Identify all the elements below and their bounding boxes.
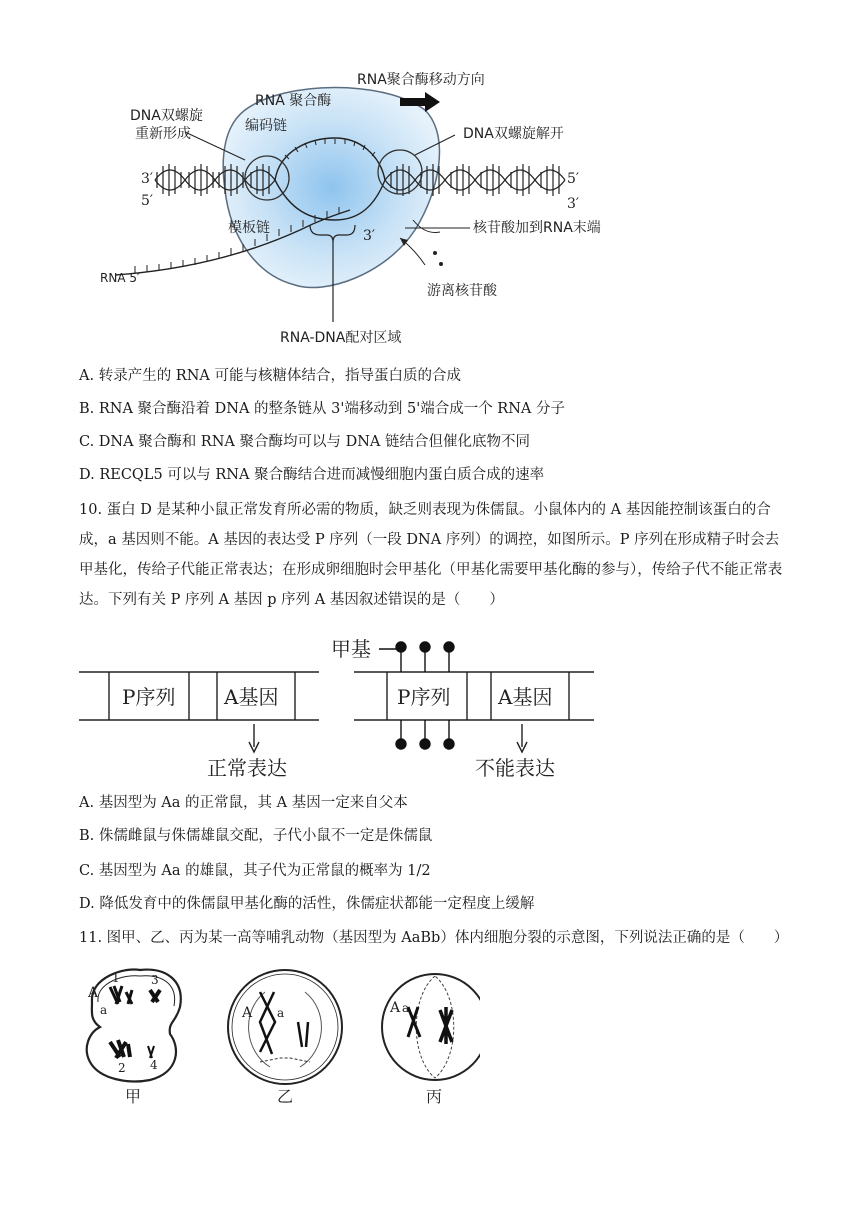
label-add-nt: 核苷酸加到RNA末端 — [473, 220, 601, 236]
jia-mark-1: 1 — [112, 971, 120, 985]
label-hybrid: RNA-DNA配对区域 — [280, 330, 402, 346]
jia-label: 甲 — [125, 1087, 142, 1106]
label-rewind-2: 重新形成 — [135, 126, 191, 142]
normal-expression-label: 正常表达 — [207, 756, 287, 780]
yi-mark-a: a — [277, 1006, 285, 1020]
q9-option-d: D. RECQL5 可以与 RNA 聚合酶结合进而减慢细胞内蛋白质合成的速率 — [79, 467, 545, 483]
jia-mark-a: a — [100, 1003, 108, 1017]
yi-label: 乙 — [277, 1087, 294, 1106]
q9-option-b: B. RNA 聚合酶沿着 DNA 的整条链从 3'端移动到 5'端合成一个 RNA 分子 — [79, 401, 565, 417]
cell-bing — [382, 974, 480, 1106]
cell-division-figure — [80, 962, 480, 1112]
yi-mark-A: A — [242, 1005, 253, 1021]
label-inner-3: 3′ — [363, 228, 376, 244]
jia-mark-3: 3 — [151, 973, 159, 987]
q10-option-c: C. 基因型为 Aa 的雄鼠，其子代为正常鼠的概率为 1/2 — [79, 863, 431, 879]
label-rewind-1: DNA双螺旋 — [130, 108, 203, 124]
jia-mark-4: 4 — [150, 1058, 158, 1072]
q11-stem: 11. 图甲、乙、丙为某一高等哺乳动物（基因型为 AaBb）体内细胞分裂的示意图，下列说法正确的是（ ） — [79, 930, 789, 946]
jia-mark-2: 2 — [118, 1061, 126, 1075]
q10-option-b: B. 侏儒雌鼠与侏儒雄鼠交配，子代小鼠不一定是侏儒鼠 — [79, 828, 433, 844]
q10-option-d: D. 降低发育中的侏儒鼠甲基化酶的活性，侏儒症状都能一定程度上缓解 — [79, 896, 535, 912]
bing-mark-a: a — [402, 1001, 410, 1015]
bing-mark-A: A — [390, 1000, 401, 1016]
not-expressed-label: 不能表达 — [475, 756, 555, 780]
jia-mark-A: A — [88, 985, 99, 1001]
label-left-5: 5′ — [141, 193, 154, 209]
label-polymerase: RNA 聚合酶 — [255, 93, 332, 109]
q10-stem: 10. 蛋白 D 是某种小鼠正常发育所必需的物质，缺乏则表现为侏儒鼠。小鼠体内的 A 基因能控制该蛋白的合成，a 基因则不能。A 基因的表达受 P 序列（一段 DNA 序列）的调控，如图所示。P 序列在形成精子时会去甲基化，传给子代能正常表达；在形成卵细胞时会甲基化（甲基化需要甲基化酶的参与），传给子代不能正常表达。下列有关 P 序列 A 基因 p 序列 A 基因叙述错误的是（ ） — [79, 502, 783, 608]
label-rna5: RNA 5′ — [100, 271, 140, 285]
q9-option-c: C. DNA 聚合酶和 RNA 聚合酶均可以与 DNA 链结合但催化底物不同 — [79, 434, 530, 450]
transcription-figure — [95, 60, 625, 350]
label-coding: 编码链 — [245, 118, 287, 134]
bing-label: 丙 — [426, 1087, 443, 1106]
left-a-gene-label: A基因 — [224, 685, 279, 709]
label-free-nt: 游离核苷酸 — [427, 283, 497, 299]
left-p-seq-label: P序列 — [122, 685, 176, 709]
label-right-5: 5′ — [567, 171, 580, 187]
methylation-figure — [79, 632, 599, 782]
label-right-3: 3′ — [567, 196, 580, 212]
methyl-groups-bottom — [396, 720, 454, 749]
right-p-seq-label: P序列 — [397, 685, 451, 709]
label-left-3: 3′ — [141, 171, 154, 187]
label-template: 模板链 — [228, 220, 270, 236]
cell-yi — [228, 970, 342, 1106]
right-a-gene-label: A基因 — [498, 685, 553, 709]
methyl-groups-top — [396, 642, 454, 672]
cell-jia — [87, 969, 181, 1106]
label-unwind: DNA双螺旋解开 — [463, 126, 564, 142]
q9-option-a: A. 转录产生的 RNA 可能与核糖体结合，指导蛋白质的合成 — [79, 368, 461, 384]
dna-helix-left — [155, 164, 275, 196]
label-direction: RNA聚合酶移动方向 — [357, 72, 485, 88]
methyl-label: 甲基 — [331, 637, 371, 661]
q10-option-a: A. 基因型为 Aa 的正常鼠，其 A 基因一定来自父本 — [79, 795, 408, 811]
